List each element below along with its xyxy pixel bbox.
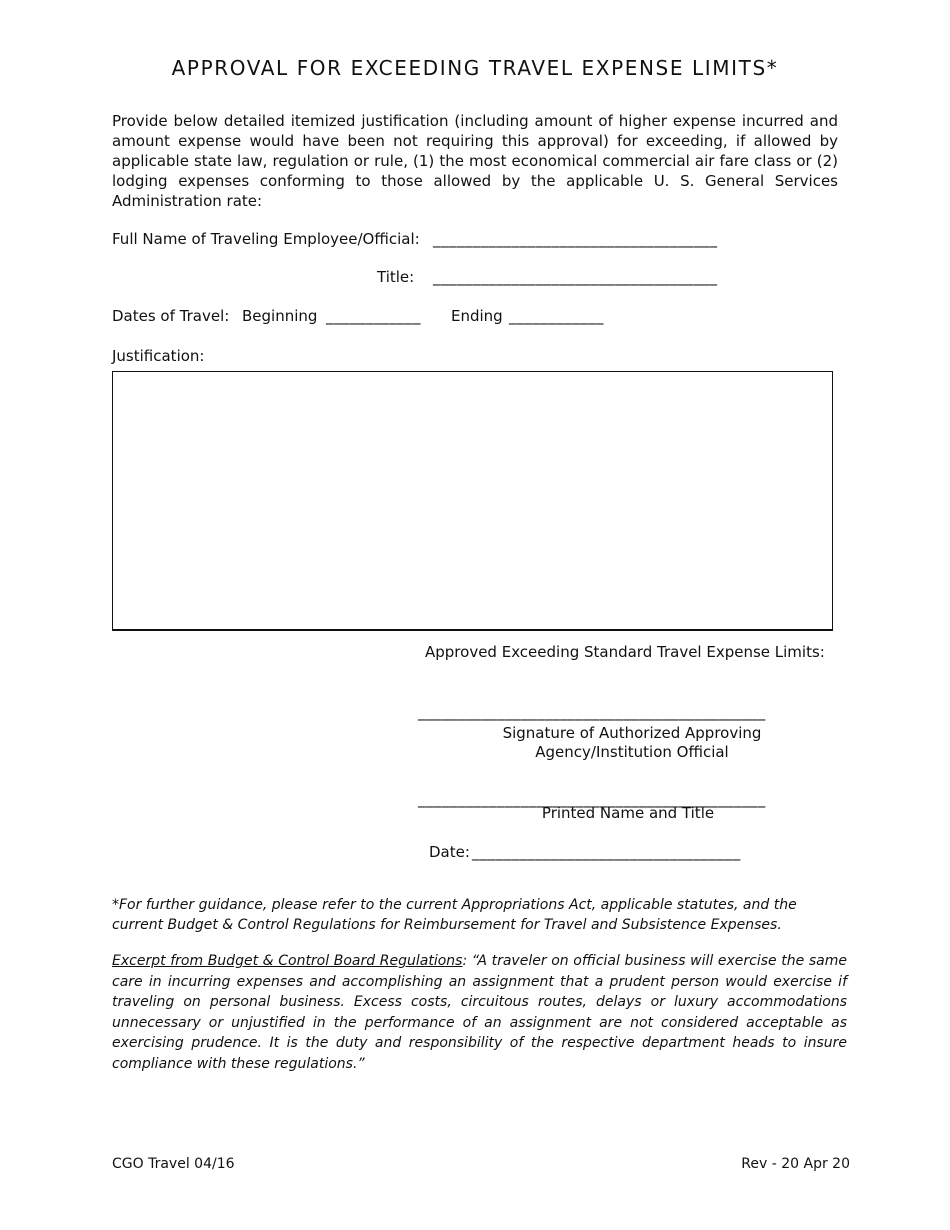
excerpt-text: : “A traveler on official business will exercise the same care in incurring expenses and accomplishing an assignment that a prudent person would exercise if traveling on personal business. Excess costs, circuitous routes, delays or luxury accommodations unnecessary or unjustified in the performance of an assignment are not considered acceptable as exercising prudence. It is the duty and responsibility of the respective department heads to insure compliance with these regulations.”: [112, 953, 847, 1072]
beginning-date-field[interactable]: ____________: [326, 307, 421, 325]
dates-of-travel-label: Dates of Travel:: [112, 307, 230, 325]
printed-name-caption: Printed Name and Title: [541, 804, 715, 822]
full-name-field[interactable]: ____________________________________: [433, 230, 718, 248]
printed-name-line[interactable]: ____________________________________________: [418, 790, 766, 808]
signature-caption-line-1: Signature of Authorized Approving: [502, 724, 762, 742]
title-field[interactable]: ____________________________________: [433, 268, 718, 286]
ending-date-field[interactable]: ____________: [509, 307, 604, 325]
form-title: APPROVAL FOR EXCEEDING TRAVEL EXPENSE LIMITS*: [171, 56, 779, 80]
excerpt-source: Excerpt from Budget & Control Board Regulations: [112, 953, 463, 969]
footer-form-id: CGO Travel 04/16: [112, 1156, 235, 1172]
guidance-note: *For further guidance, please refer to the current Appropriations Act, applicable statutes, and the current Budget & Control Regulations for Reimbursement for Travel and Subsistence Expenses.: [112, 897, 797, 933]
justification-box[interactable]: [112, 371, 833, 631]
date-label: Date:: [429, 843, 470, 861]
signature-caption-line-2: Agency/Institution Official: [535, 743, 729, 761]
title-label: Title:: [377, 268, 415, 286]
signature-line[interactable]: ____________________________________________: [418, 703, 766, 721]
approval-heading: Approved Exceeding Standard Travel Expense Limits:: [425, 643, 825, 661]
regulation-excerpt: [112, 951, 847, 1074]
date-field[interactable]: __________________________________: [472, 843, 741, 861]
intro-paragraph: Provide below detailed itemized justification (including amount of higher expense incurred and amount expense would have been not requiring this approval) for exceeding, if allowed by applicable state law, regulation or rule, (1) the most economical commercial air fare class or (2) lodging expenses conforming to those allowed by the applicable U. S. General Services Administration rate:: [112, 112, 838, 210]
beginning-label: Beginning: [242, 307, 318, 325]
justification-label: Justification:: [112, 347, 205, 365]
ending-label: Ending: [451, 307, 503, 325]
footer-revision: Rev - 20 Apr 20: [741, 1156, 850, 1172]
full-name-label: Full Name of Traveling Employee/Official:: [112, 230, 420, 248]
